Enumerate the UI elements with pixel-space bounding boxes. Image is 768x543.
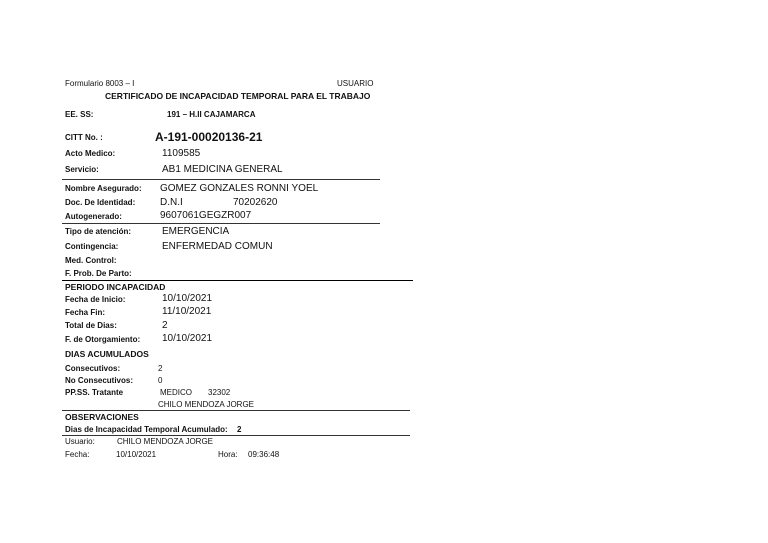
tratante-name: CHILO MENDOZA JORGE bbox=[158, 400, 255, 409]
tratante-label: PP.SS. Tratante bbox=[65, 388, 124, 397]
citt-number: A-191-00020136-21 bbox=[155, 130, 263, 144]
tipo-atencion-label: Tipo de atención: bbox=[65, 227, 132, 236]
dias-acumulado-value: 2 bbox=[237, 425, 242, 434]
divider bbox=[62, 223, 380, 224]
divider bbox=[62, 410, 410, 411]
consecutivos-value: 2 bbox=[158, 364, 163, 373]
footer-hora-value: 09:36:48 bbox=[248, 450, 280, 459]
tipo-atencion-value: EMERGENCIA bbox=[162, 226, 230, 237]
contingencia-value: ENFERMEDAD COMUN bbox=[162, 241, 273, 252]
divider bbox=[62, 280, 413, 281]
divider bbox=[62, 435, 410, 436]
autogenerado-value: 9607061GEGZR007 bbox=[160, 210, 252, 221]
footer-usuario-value: CHILO MENDOZA JORGE bbox=[117, 437, 214, 446]
user-label: USUARIO bbox=[337, 79, 374, 88]
footer-usuario-label: Usuario: bbox=[65, 437, 95, 446]
establishment-value: 191 – H.II CAJAMARCA bbox=[167, 110, 256, 119]
fecha-otorgamiento-label: F. de Otorgamiento: bbox=[65, 335, 141, 344]
asegurado-name-value: GOMEZ GONZALES RONNI YOEL bbox=[160, 183, 319, 194]
dias-acumulado-label: Dias de Incapacidad Temporal Acumulado: bbox=[65, 425, 228, 434]
doc-type: D.N.I bbox=[160, 197, 183, 208]
doc-identidad-label: Doc. De Identidad: bbox=[65, 198, 136, 207]
document-title: CERTIFICADO DE INCAPACIDAD TEMPORAL PARA EL TRABAJO bbox=[105, 91, 371, 101]
no-consecutivos-value: 0 bbox=[158, 376, 163, 385]
citt-label: CITT No. : bbox=[65, 133, 103, 142]
med-control-label: Med. Control: bbox=[65, 256, 117, 265]
autogenerado-label: Autogenerado: bbox=[65, 212, 122, 221]
divider bbox=[62, 179, 380, 180]
establishment-label: EE. SS: bbox=[65, 110, 94, 119]
servicio-value: AB1 MEDICINA GENERAL bbox=[162, 164, 283, 175]
contingencia-label: Contingencia: bbox=[65, 242, 119, 251]
total-dias-value: 2 bbox=[162, 320, 168, 331]
doc-number: 70202620 bbox=[233, 197, 278, 208]
periodo-section-title: PERIODO INCAPACIDAD bbox=[65, 282, 166, 292]
fecha-fin-value: 11/10/2021 bbox=[162, 306, 212, 317]
footer-hora-label: Hora: bbox=[218, 450, 238, 459]
no-consecutivos-label: No Consecutivos: bbox=[65, 376, 134, 385]
parto-label: F. Prob. De Parto: bbox=[65, 269, 132, 278]
observaciones-section-title: OBSERVACIONES bbox=[65, 412, 139, 422]
servicio-label: Servicio: bbox=[65, 165, 99, 174]
tratante-code: 32302 bbox=[208, 388, 231, 397]
fecha-inicio-label: Fecha de Inicio: bbox=[65, 295, 126, 304]
form-number: Formulario 8003 – I bbox=[65, 79, 135, 88]
tratante-role: MEDICO bbox=[160, 388, 192, 397]
fecha-fin-label: Fecha Fin: bbox=[65, 308, 106, 317]
total-dias-label: Total de Dias: bbox=[65, 321, 117, 330]
acumulados-section-title: DIAS ACUMULADOS bbox=[65, 349, 149, 359]
asegurado-name-label: Nombre Asegurado: bbox=[65, 184, 142, 193]
fecha-otorgamiento-value: 10/10/2021 bbox=[162, 333, 213, 344]
acto-medico-label: Acto Medico: bbox=[65, 149, 116, 158]
fecha-inicio-value: 10/10/2021 bbox=[162, 293, 213, 304]
consecutivos-label: Consecutivos: bbox=[65, 364, 121, 373]
footer-fecha-value: 10/10/2021 bbox=[116, 450, 157, 459]
acto-medico-value: 1109585 bbox=[162, 148, 201, 159]
footer-fecha-label: Fecha: bbox=[65, 450, 90, 459]
